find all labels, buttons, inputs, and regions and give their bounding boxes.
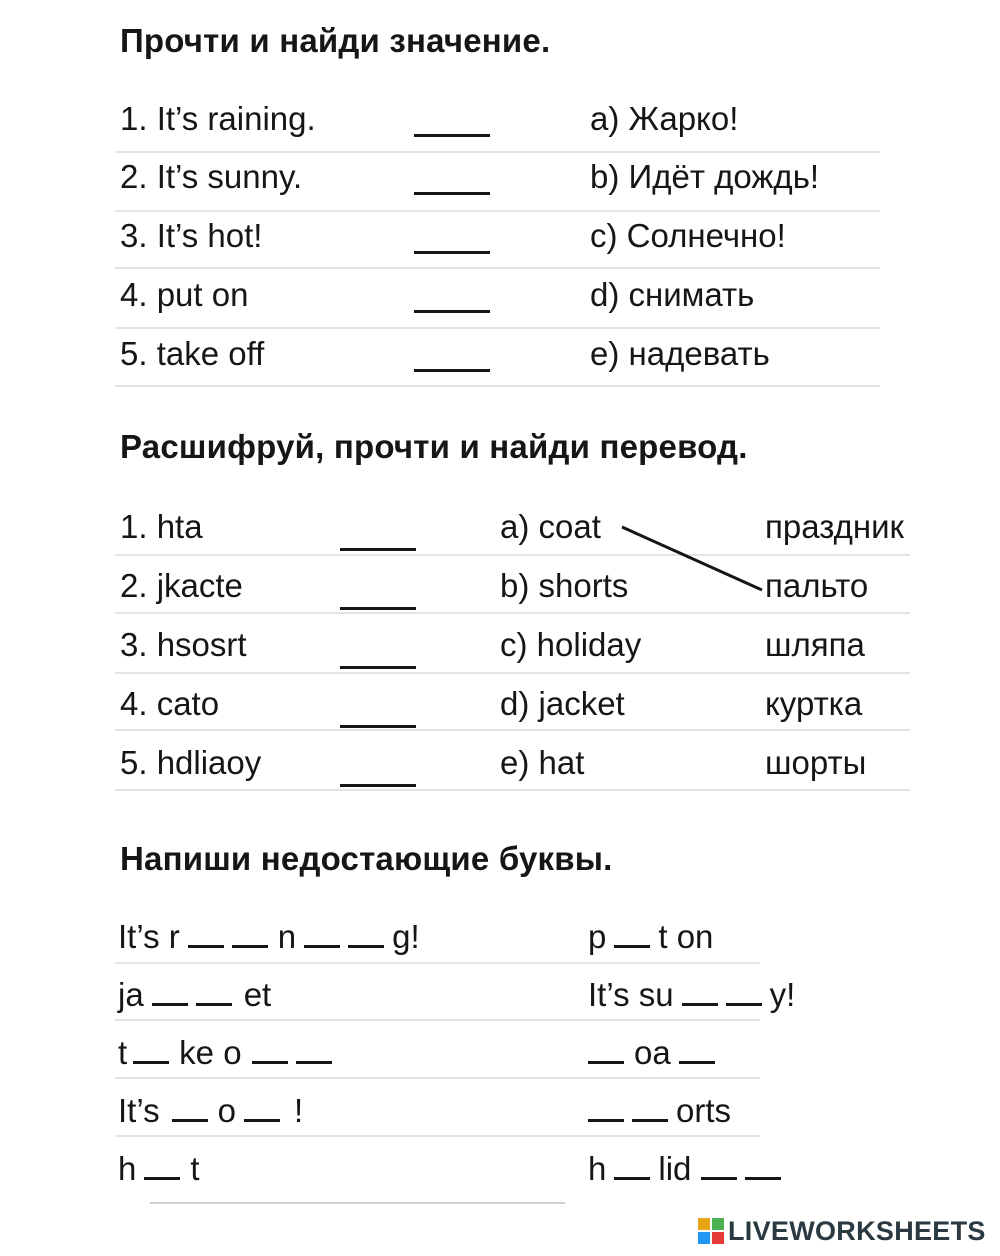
letter-blank[interactable] (632, 1093, 668, 1122)
letter-blank[interactable] (588, 1035, 624, 1064)
logo-square-1 (698, 1218, 710, 1230)
section-1-left-item-4: 4. put on (120, 276, 249, 313)
section-2-middle-item-a: a) coat (500, 508, 601, 545)
section-2-middle-item-c: c) holiday (500, 626, 642, 663)
section-2-middle-item-b: b) shorts (500, 567, 629, 604)
letter-blank[interactable] (296, 1035, 332, 1064)
letter-blank[interactable] (679, 1035, 715, 1064)
section-1-left-item-2: 2. It’s sunny. (120, 158, 303, 195)
liveworksheets-watermark (698, 1216, 986, 1246)
section-3-heading: Напиши недостающие буквы. (120, 840, 613, 877)
section-1-left-item-3: 3. It’s hot! (120, 217, 263, 254)
word-fragment: lid (658, 1150, 692, 1187)
section-2-middle-item-e: e) hat (500, 744, 585, 781)
letter-blank[interactable] (348, 919, 384, 948)
word-fragment: ! (293, 1092, 304, 1129)
logo-square-4 (712, 1232, 724, 1244)
word-fragment: t (190, 1150, 200, 1187)
word-fragment: orts (676, 1092, 732, 1129)
section-2-right-item-2: пальто (765, 567, 869, 604)
section-3-left-row-3 (118, 1034, 332, 1072)
section-2-right-item-5: шорты (765, 744, 867, 781)
section-2-left-item-1: 1. hta (120, 508, 203, 545)
section-2-left-item-4: 4. cato (120, 685, 220, 722)
section-3-left-row-2 (118, 976, 271, 1014)
letter-blank[interactable] (614, 919, 650, 948)
word-fragment: It’s r (118, 918, 180, 955)
word-fragment: oa (634, 1034, 671, 1071)
section-2-heading: Расшифруй, прочти и найди перевод. (120, 428, 748, 465)
letter-blank[interactable] (144, 1151, 180, 1180)
section-3-right-row-3 (588, 1034, 715, 1072)
letter-blank[interactable] (304, 919, 340, 948)
letter-blank[interactable] (745, 1151, 781, 1180)
word-fragment: p (588, 918, 607, 955)
word-fragment: o (217, 1092, 236, 1129)
section-2-left-item-3: 3. hsosrt (120, 626, 247, 663)
logo-square-2 (712, 1218, 724, 1230)
letter-blank[interactable] (232, 919, 268, 948)
section-2-middle-item-d: d) jacket (500, 685, 625, 722)
word-fragment: et (243, 976, 272, 1013)
word-fragment: t on (658, 918, 714, 955)
section-3-right-row-5 (588, 1150, 781, 1188)
section-1-left-item-5: 5. take off (120, 335, 265, 372)
word-fragment: y! (769, 976, 796, 1013)
section-1-right-item-b: b) Идёт дождь! (590, 158, 820, 195)
letter-blank[interactable] (152, 977, 188, 1006)
section-3-right-row-2 (588, 976, 795, 1014)
logo-square-3 (698, 1232, 710, 1244)
liveworksheets-logo-icon (698, 1218, 724, 1244)
section-2-right-item-1: праздник (765, 508, 904, 545)
section-1-right-item-c: c) Солнечно! (590, 217, 786, 254)
letter-blank[interactable] (244, 1093, 280, 1122)
section-3-right-row-4 (588, 1092, 731, 1130)
word-fragment: g! (392, 918, 420, 955)
word-fragment: h (118, 1150, 137, 1187)
section-2-left-item-2: 2. jkacte (120, 567, 243, 604)
section-3-left-row-4 (118, 1092, 303, 1130)
word-fragment: n (277, 918, 297, 955)
letter-blank[interactable] (196, 977, 232, 1006)
section-1-left-item-1: 1. It’s raining. (120, 100, 316, 137)
section-1-right-item-e: e) надевать (590, 335, 770, 372)
letter-blank[interactable] (188, 919, 224, 948)
letter-blank[interactable] (588, 1093, 624, 1122)
word-fragment: It’s su (588, 976, 674, 1013)
letter-blank[interactable] (701, 1151, 737, 1180)
watermark-text: LIVEWORKSHEETS (728, 1215, 986, 1246)
letter-blank[interactable] (682, 977, 718, 1006)
letter-blank[interactable] (726, 977, 762, 1006)
section-1-right-item-d: d) снимать (590, 276, 755, 313)
section-2-right-item-4: куртка (765, 685, 863, 722)
section-3-left-row-5 (118, 1150, 200, 1188)
word-fragment: h (588, 1150, 607, 1187)
section-1-heading: Прочти и найди значение. (120, 22, 551, 59)
word-fragment: ja (118, 976, 144, 1013)
word-fragment: t (118, 1034, 128, 1071)
letter-blank[interactable] (252, 1035, 288, 1064)
word-fragment: It’s (118, 1092, 160, 1129)
letter-blank[interactable] (133, 1035, 169, 1064)
section-3-left-row-1 (118, 918, 420, 956)
section-2-left-item-5: 5. hdliaoy (120, 744, 262, 781)
section-2-right-item-3: шляпа (765, 626, 865, 663)
letter-blank[interactable] (172, 1093, 208, 1122)
word-fragment: ke o (179, 1034, 242, 1071)
letter-blank[interactable] (614, 1151, 650, 1180)
section-1-right-item-a: a) Жарко! (590, 100, 739, 137)
section-3-right-row-1 (588, 918, 713, 956)
